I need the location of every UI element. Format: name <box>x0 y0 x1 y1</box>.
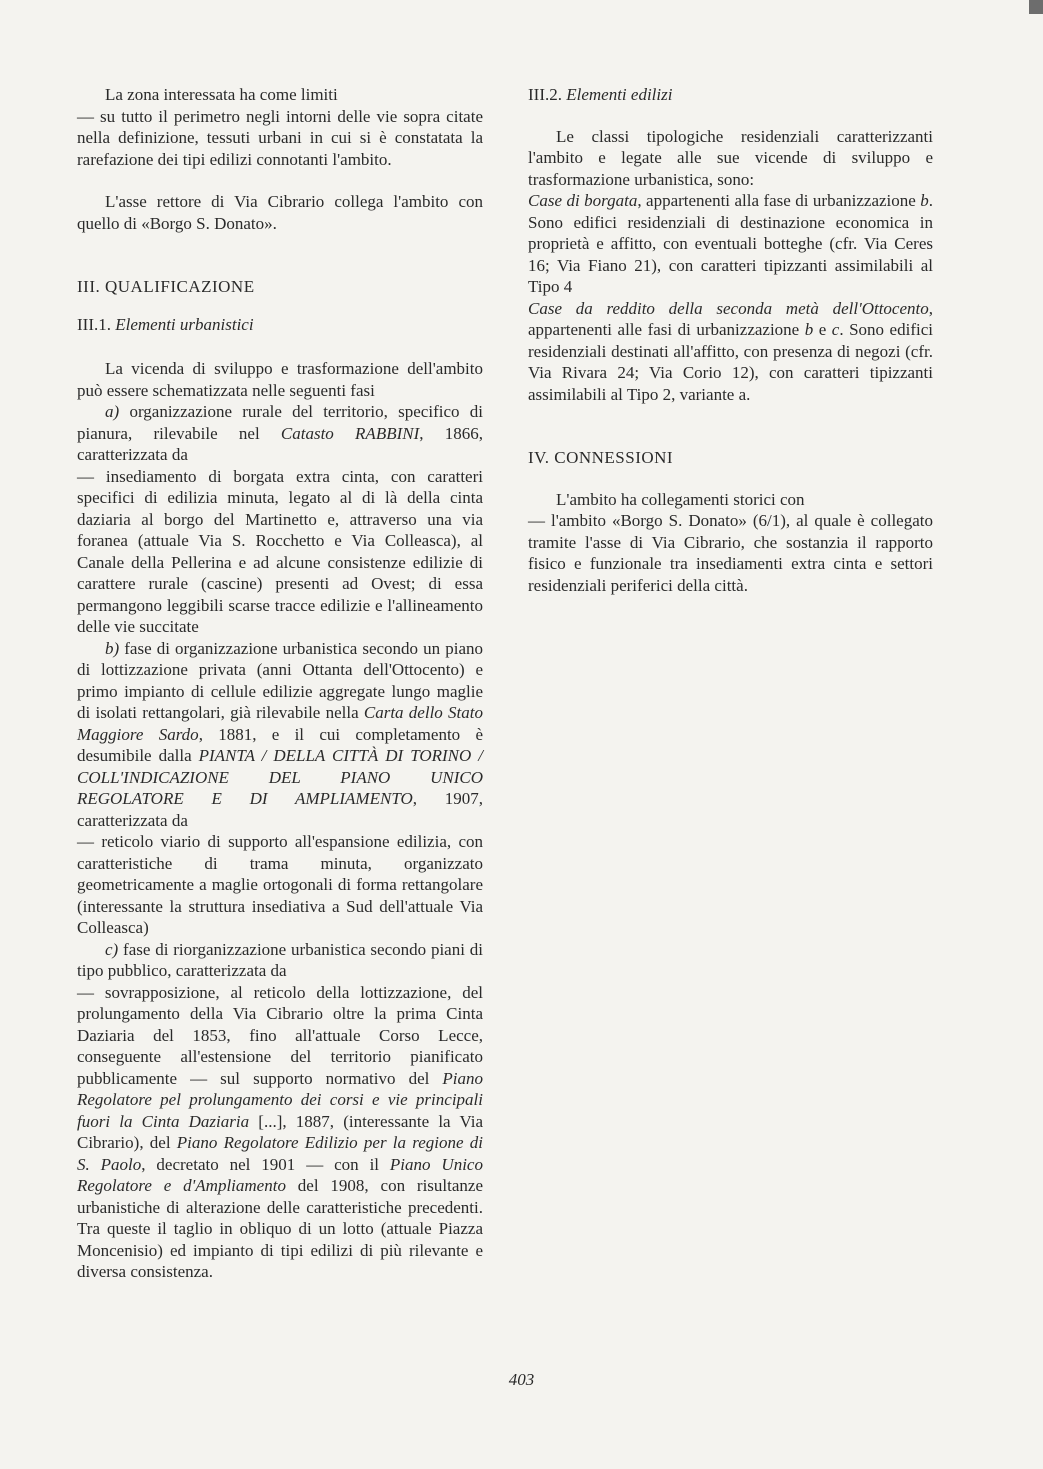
section-3-1-heading <box>77 314 483 336</box>
phase-b-source-1: Carta dello Stato Maggiore Sardo <box>77 703 483 744</box>
phase-b-source-2: PIANTA / DELLA CITTÀ DI TORINO / COLL'INDICAZIONE DEL PIANO UNICO REGOLATORE E DI AMPLIAMENTO <box>77 746 484 808</box>
section-3-1-title: Elementi urbanistici <box>115 314 254 334</box>
phase-c-item-text-3: , decretato nel 1901 — con il <box>141 1154 390 1174</box>
section-3-2-number: III.2. <box>528 85 562 104</box>
phase-c-item-text-2: [...], 1887, (interessante la Via Cibrario), del <box>77 1111 483 1152</box>
phase-a <box>77 401 483 466</box>
case-di-borgata-text-2: . Sono edifici residenziali di destinazione economica in proprietà e affitto, con eventuali botteghe (cfr. Via Ceres 16; Via Fiano 21), con caratteri tipizzanti assimilabili al Tipo 4 <box>528 191 933 296</box>
case-di-borgata-text-1: , appartenenti alla fase di urbanizzazione <box>637 191 921 210</box>
page-number: 403 <box>508 1370 535 1389</box>
phase-b-letter: b) <box>105 638 120 658</box>
phase-a-item: — insediamento di borgata extra cinta, con caratteri specifici di edilizia minuta, legato al di là della cinta daziaria al borgo del Martinetto e, attraverso una via foranea (attuale Via S. Rocchetto e Via Colleasca), al Canale della Pellerina e ad alcune consistenze edilizie di carattere rurale (cascine) presenti ad Ovest; di essa permangono leggibili scarse tracce edilizie e l'allineamento delle vie succitate <box>77 466 483 636</box>
case-da-reddito-phase-b: b <box>804 320 814 339</box>
phase-c-item <box>77 982 483 1283</box>
case-da-reddito-text-3: . Sono edifici residenziali destinati all'affitto, con presenza di negozi (cfr. Via Rivara 24; Via Corio 12), con caratteri tipizzanti assimilabili al Tipo 2, variante a. <box>528 320 933 404</box>
phase-b-text-mid: , 1881, e il cui completamento è desumibile dalla <box>77 724 483 765</box>
development-intro: La vicenda di sviluppo e trasformazione dell'ambito può essere schematizzata nelle seguenti fasi <box>77 359 483 400</box>
phase-a-source: Catasto RABBINI <box>280 423 420 443</box>
section-4-heading: IV. CONNESSIONI <box>528 448 674 467</box>
case-di-borgata <box>528 190 933 298</box>
phase-c-source-2: Piano Regolatore Edilizio per la regione di S. Paolo <box>77 1133 483 1174</box>
phase-a-letter: a) <box>105 402 120 421</box>
phase-b-item: — reticolo viario di supporto all'espansione edilizia, con caratteristiche di trama minuta, organizzato geometricamente a maglie ortogonali di forma rettangolare (interessante la struttura insediativa a Sud dell'attuale Via Colleasca) <box>77 832 483 937</box>
section-3-heading: III. QUALIFICAZIONE <box>77 277 255 296</box>
scan-edge-mark <box>1029 0 1043 14</box>
section-3-2-title: Elementi edilizi <box>566 85 673 104</box>
connections-intro: L'ambito ha collegamenti storici con <box>556 489 805 509</box>
phase-b-text-end: , 1907, caratterizzata da <box>77 789 484 830</box>
phase-c-source-3: Piano Unico Regolatore e d'Ampliamento <box>77 1154 483 1195</box>
limits-intro: La zona interessata ha come limiti <box>105 85 338 104</box>
axis-paragraph: L'asse rettore di Via Cibrario collega l'ambito con quello di «Borgo S. Donato». <box>77 192 483 233</box>
left-column <box>77 84 483 1283</box>
case-da-reddito <box>528 298 933 406</box>
case-da-reddito-text-1: , appartenenti alle fasi di urbanizzazione <box>528 298 933 339</box>
right-column <box>528 84 933 596</box>
phase-c-source-1: Piano Regolatore pel prolungamento dei corsi e vie principali fuori la Cinta Daziaria <box>77 1068 483 1131</box>
limits-item: — su tutto il perimetro negli intorni delle vie sopra citate nella definizione, tessuti urbani in cui si è constatata la rarefazione dei tipi edilizi connotanti l'ambito. <box>77 106 483 169</box>
phase-c <box>77 939 483 982</box>
case-da-reddito-title: Case da reddito della seconda metà dell'Ottocento <box>528 298 929 318</box>
connections-item: — l'ambito «Borgo S. Donato» (6/1), al quale è collegato tramite l'asse di Via Cibrario, che sostanzia il rapporto fisico e funzionale tra insediamenti extra cinta e settori residenziali periferici della città. <box>528 511 933 595</box>
case-da-reddito-text-2: e <box>813 320 832 339</box>
phase-b <box>77 638 483 832</box>
phase-c-letter: c) <box>105 939 119 959</box>
phase-a-text: organizzazione rurale del territorio, specifico di pianura, rilevabile nel <box>77 402 483 443</box>
phase-b-text: fase di organizzazione urbanistica secondo un piano di lottizzazione privata (anni Ottanta dell'Ottocento) e primo impianto di cellule edilizie aggregate lungo maglie di isolati rettangolari, già rilevabile nella <box>77 638 483 722</box>
case-di-borgata-title: Case di borgata <box>528 191 638 210</box>
phase-c-item-text-4: del 1908, con risultanze urbanistiche di alterazione delle caratteristiche precedenti. Tra queste il taglio in obliquo di un lotto (attuale Piazza Moncenisio) ed impianto di tipi edilizi di più rilevante e diversa consistenza. <box>77 1176 483 1281</box>
phase-a-text-end: , 1866, caratterizzata da <box>77 423 483 464</box>
section-3-1-number: III.1. <box>77 314 111 334</box>
phase-c-item-text-1: — sovrapposizione, al reticolo della lottizzazione, del prolungamento della Via Cibrario oltre la prima Cinta Daziaria del 1853, fino all'attuale Corso Lecce, conseguente all'estensione del territorio pianificato pubblicamente — sul supporto normativo del <box>77 982 483 1088</box>
case-da-reddito-phase-c: c <box>831 320 840 339</box>
case-di-borgata-phase: b <box>920 191 929 210</box>
phase-c-text: fase di riorganizzazione urbanistica secondo piani di tipo pubblico, caratterizzata da <box>77 939 483 980</box>
building-classes-intro: Le classi tipologiche residenziali caratterizzanti l'ambito e legate alle sue vicende di sviluppo e trasformazione urbanistica, sono: <box>528 126 933 189</box>
section-3-2-heading <box>528 84 933 106</box>
